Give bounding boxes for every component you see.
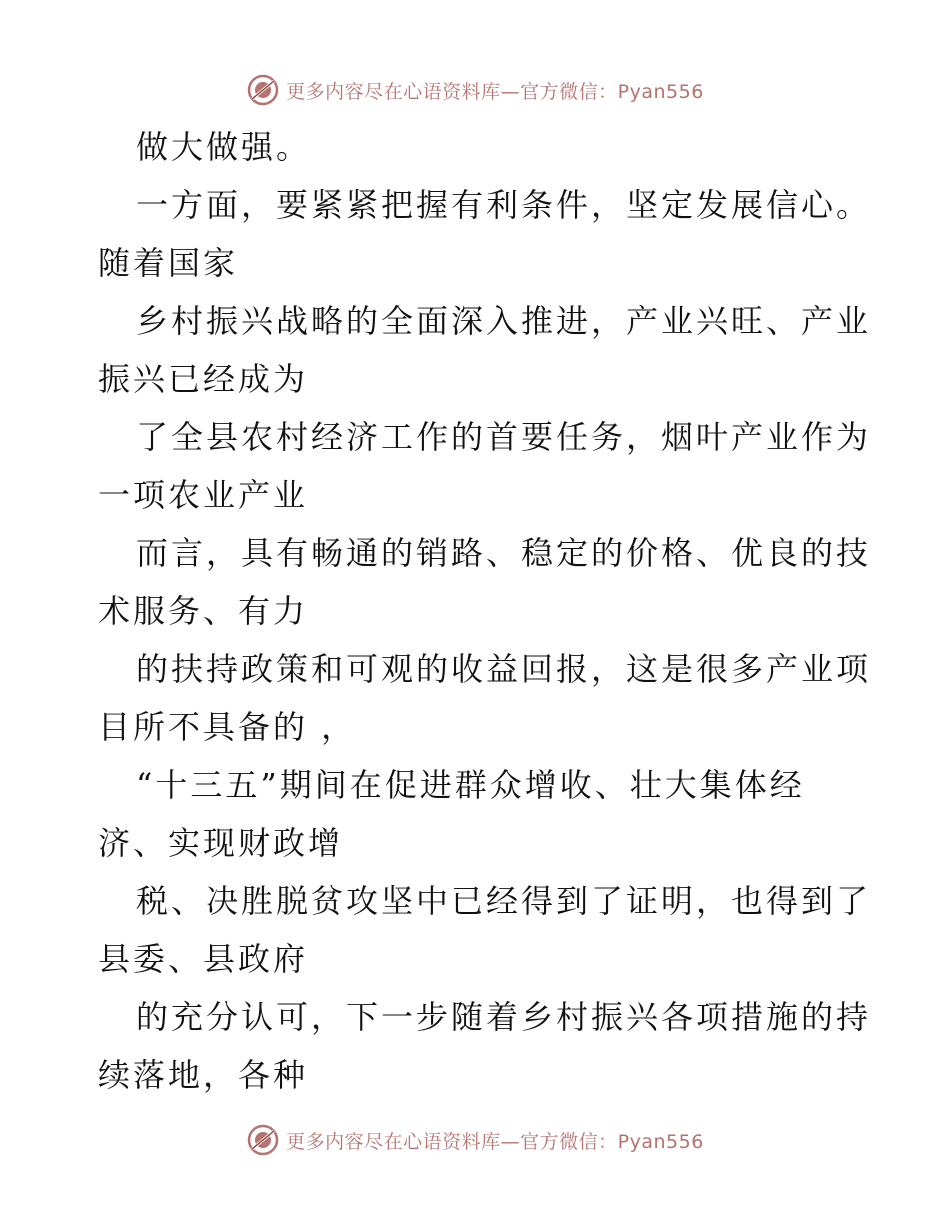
body-line: 做大做强。 [136,128,312,166]
body-line: 续落地，各种 [98,1056,309,1094]
body-line: 济、实现财政增 [98,824,344,862]
body-line: 而言，具有畅通的销路、稳定的价格、优良的技 [136,534,872,572]
body-line: 了全县农村经济工作的首要任务，烟叶产业作为 [136,418,872,456]
body-line: 随着国家 [98,244,239,282]
body-line: “十三五”期间在促进群众增收、壮大集体经 [136,766,805,804]
body-line: 术服务、有力 [98,592,309,630]
header-watermark-text: 更多内容尽在心语资料库—官方微信：Pyan556 [286,80,704,103]
body-line: 税、决胜脱贫攻坚中已经得到了证明，也得到了 [136,882,872,920]
logo-icon [246,1123,280,1157]
footer-watermark-banner [0,1120,950,1160]
body-line: 县委、县政府 [98,940,309,978]
body-line: 目所不具备的 ， [98,708,357,746]
body-line: 一项农业产业 [98,476,309,514]
body-line: 一方面，要紧紧把握有利条件，坚定发展信心。 [136,186,872,224]
logo-icon [246,73,280,107]
body-line: 的充分认可，下一步随着乡村振兴各项措施的持 [136,998,872,1036]
footer-watermark-text: 更多内容尽在心语资料库—官方微信：Pyan556 [286,1130,704,1153]
header-watermark-banner [0,70,950,110]
body-line: 乡村振兴战略的全面深入推进，产业兴旺、产业 [136,302,872,340]
body-line: 的扶持政策和可观的收益回报，这是很多产业项 [136,650,872,688]
body-line: 振兴已经成为 [98,360,309,398]
